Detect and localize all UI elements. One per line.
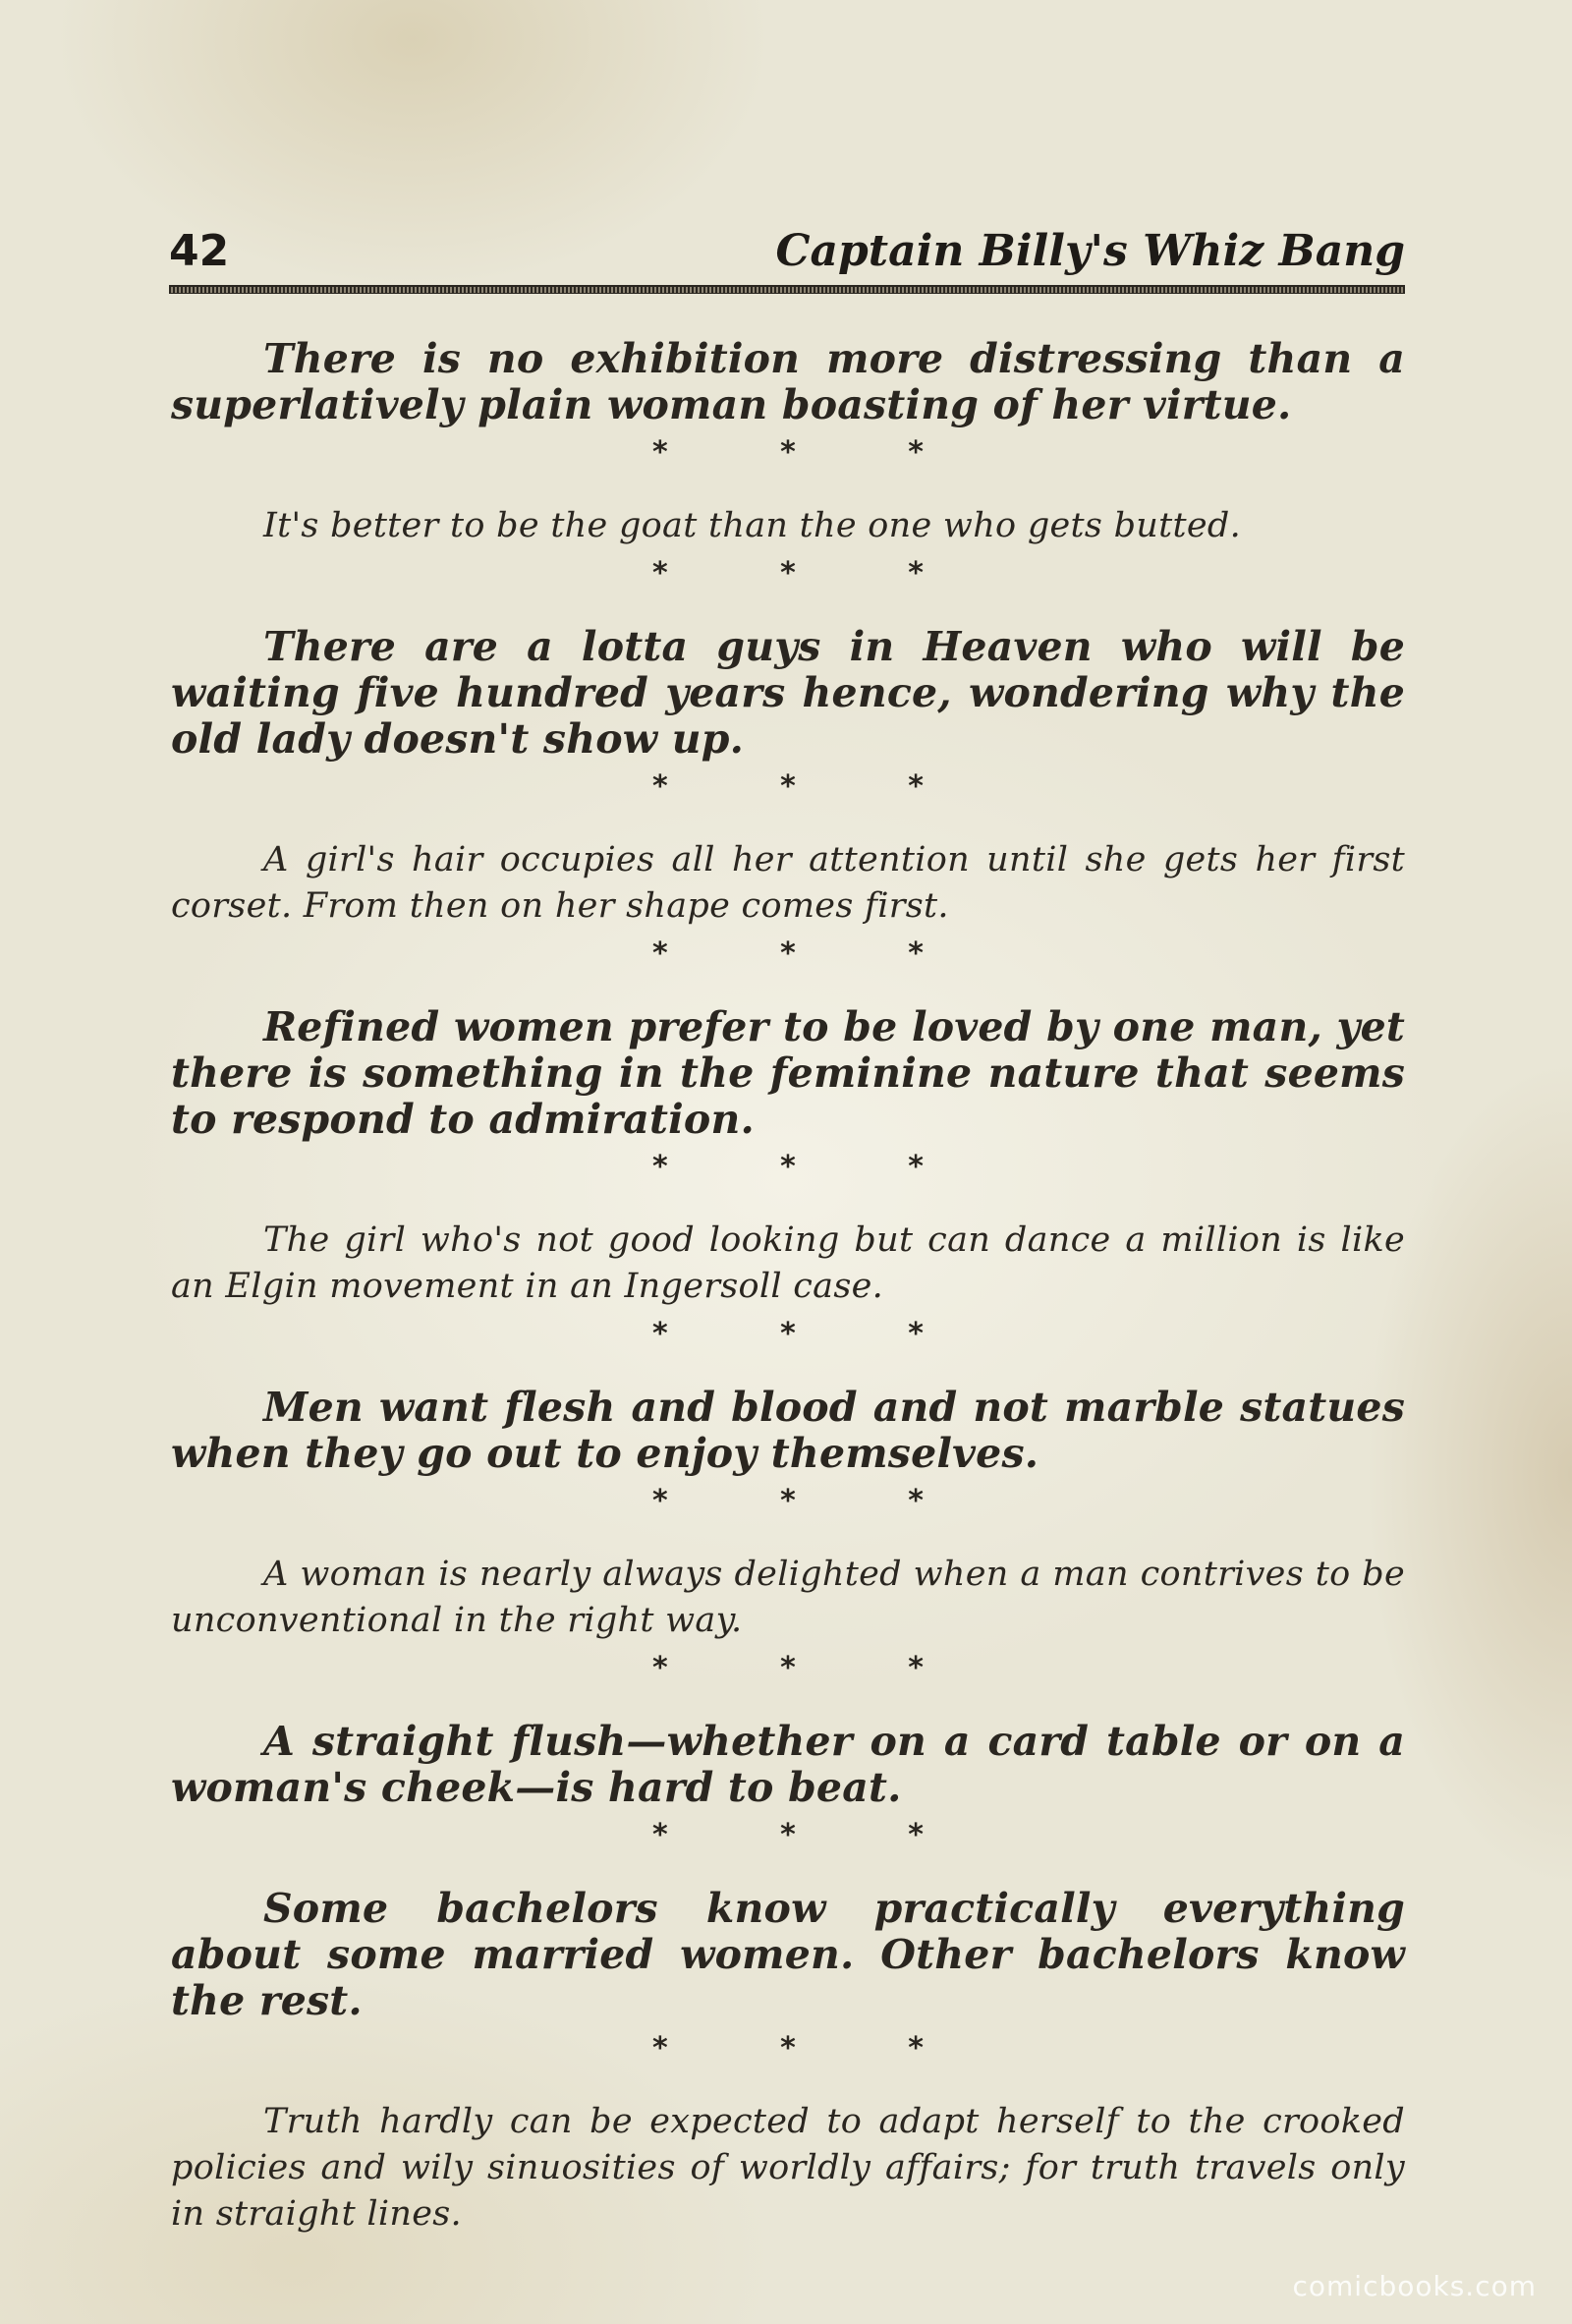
jokes-column <box>171 336 1405 2238</box>
watermark: comicbooks.com <box>1292 2270 1537 2302</box>
page-header <box>169 224 1405 283</box>
joke-item: A girl's hair occupies all her attention until she gets her first corset. From then on her shape comes first. <box>171 840 1405 926</box>
separator-asterisks: * * * <box>652 1818 975 1852</box>
joke-item: Refined women prefer to be loved by one man, yet there is something in the feminine nature that seems to respond to admiration. <box>171 1003 1405 1143</box>
joke-item: Truth hardly can be expected to adapt herself to the crooked policies and wily sinuosities of worldly affairs; for truth travels only in straight lines. <box>171 2102 1405 2234</box>
header-rule <box>169 285 1405 294</box>
separator-asterisks: * * * <box>652 1651 975 1685</box>
joke-item: Men want flesh and blood and not marble statues when they go out to enjoy themselves. <box>171 1384 1405 1477</box>
joke-item: There are a lotta guys in Heaven who will be waiting five hundred years hence, wondering why the old lady doesn't show up. <box>171 623 1405 763</box>
joke-item: It's better to be the goat than the one who gets butted. <box>263 506 1242 545</box>
separator-asterisks: * * * <box>652 1150 975 1184</box>
separator-asterisks: * * * <box>652 1317 975 1351</box>
page-number: 42 <box>169 226 230 276</box>
joke-item: The girl who's not good looking but can dance a million is like an Elgin movement in an Ingersoll case. <box>171 1220 1405 1306</box>
separator-asterisks: * * * <box>652 769 975 804</box>
joke-item: A woman is nearly always delighted when a man contrives to be unconventional in the right way. <box>171 1555 1405 1640</box>
separator-asterisks: * * * <box>652 2031 975 2066</box>
joke-item: There is no exhibition more distressing than a superlatively plain woman boasting of her virtue. <box>171 335 1405 428</box>
joke-item: Some bachelors know practically everything about some married women. Other bachelors know the rest. <box>171 1885 1405 2024</box>
separator-asterisks: * * * <box>652 1484 975 1518</box>
separator-asterisks: * * * <box>652 936 975 971</box>
separator-asterisks: * * * <box>652 556 975 591</box>
running-title: Captain Billy's Whiz Bang <box>775 226 1405 276</box>
separator-asterisks: * * * <box>652 435 975 470</box>
joke-item: A straight flush—whether on a card table or on a woman's cheek—is hard to beat. <box>171 1718 1405 1811</box>
